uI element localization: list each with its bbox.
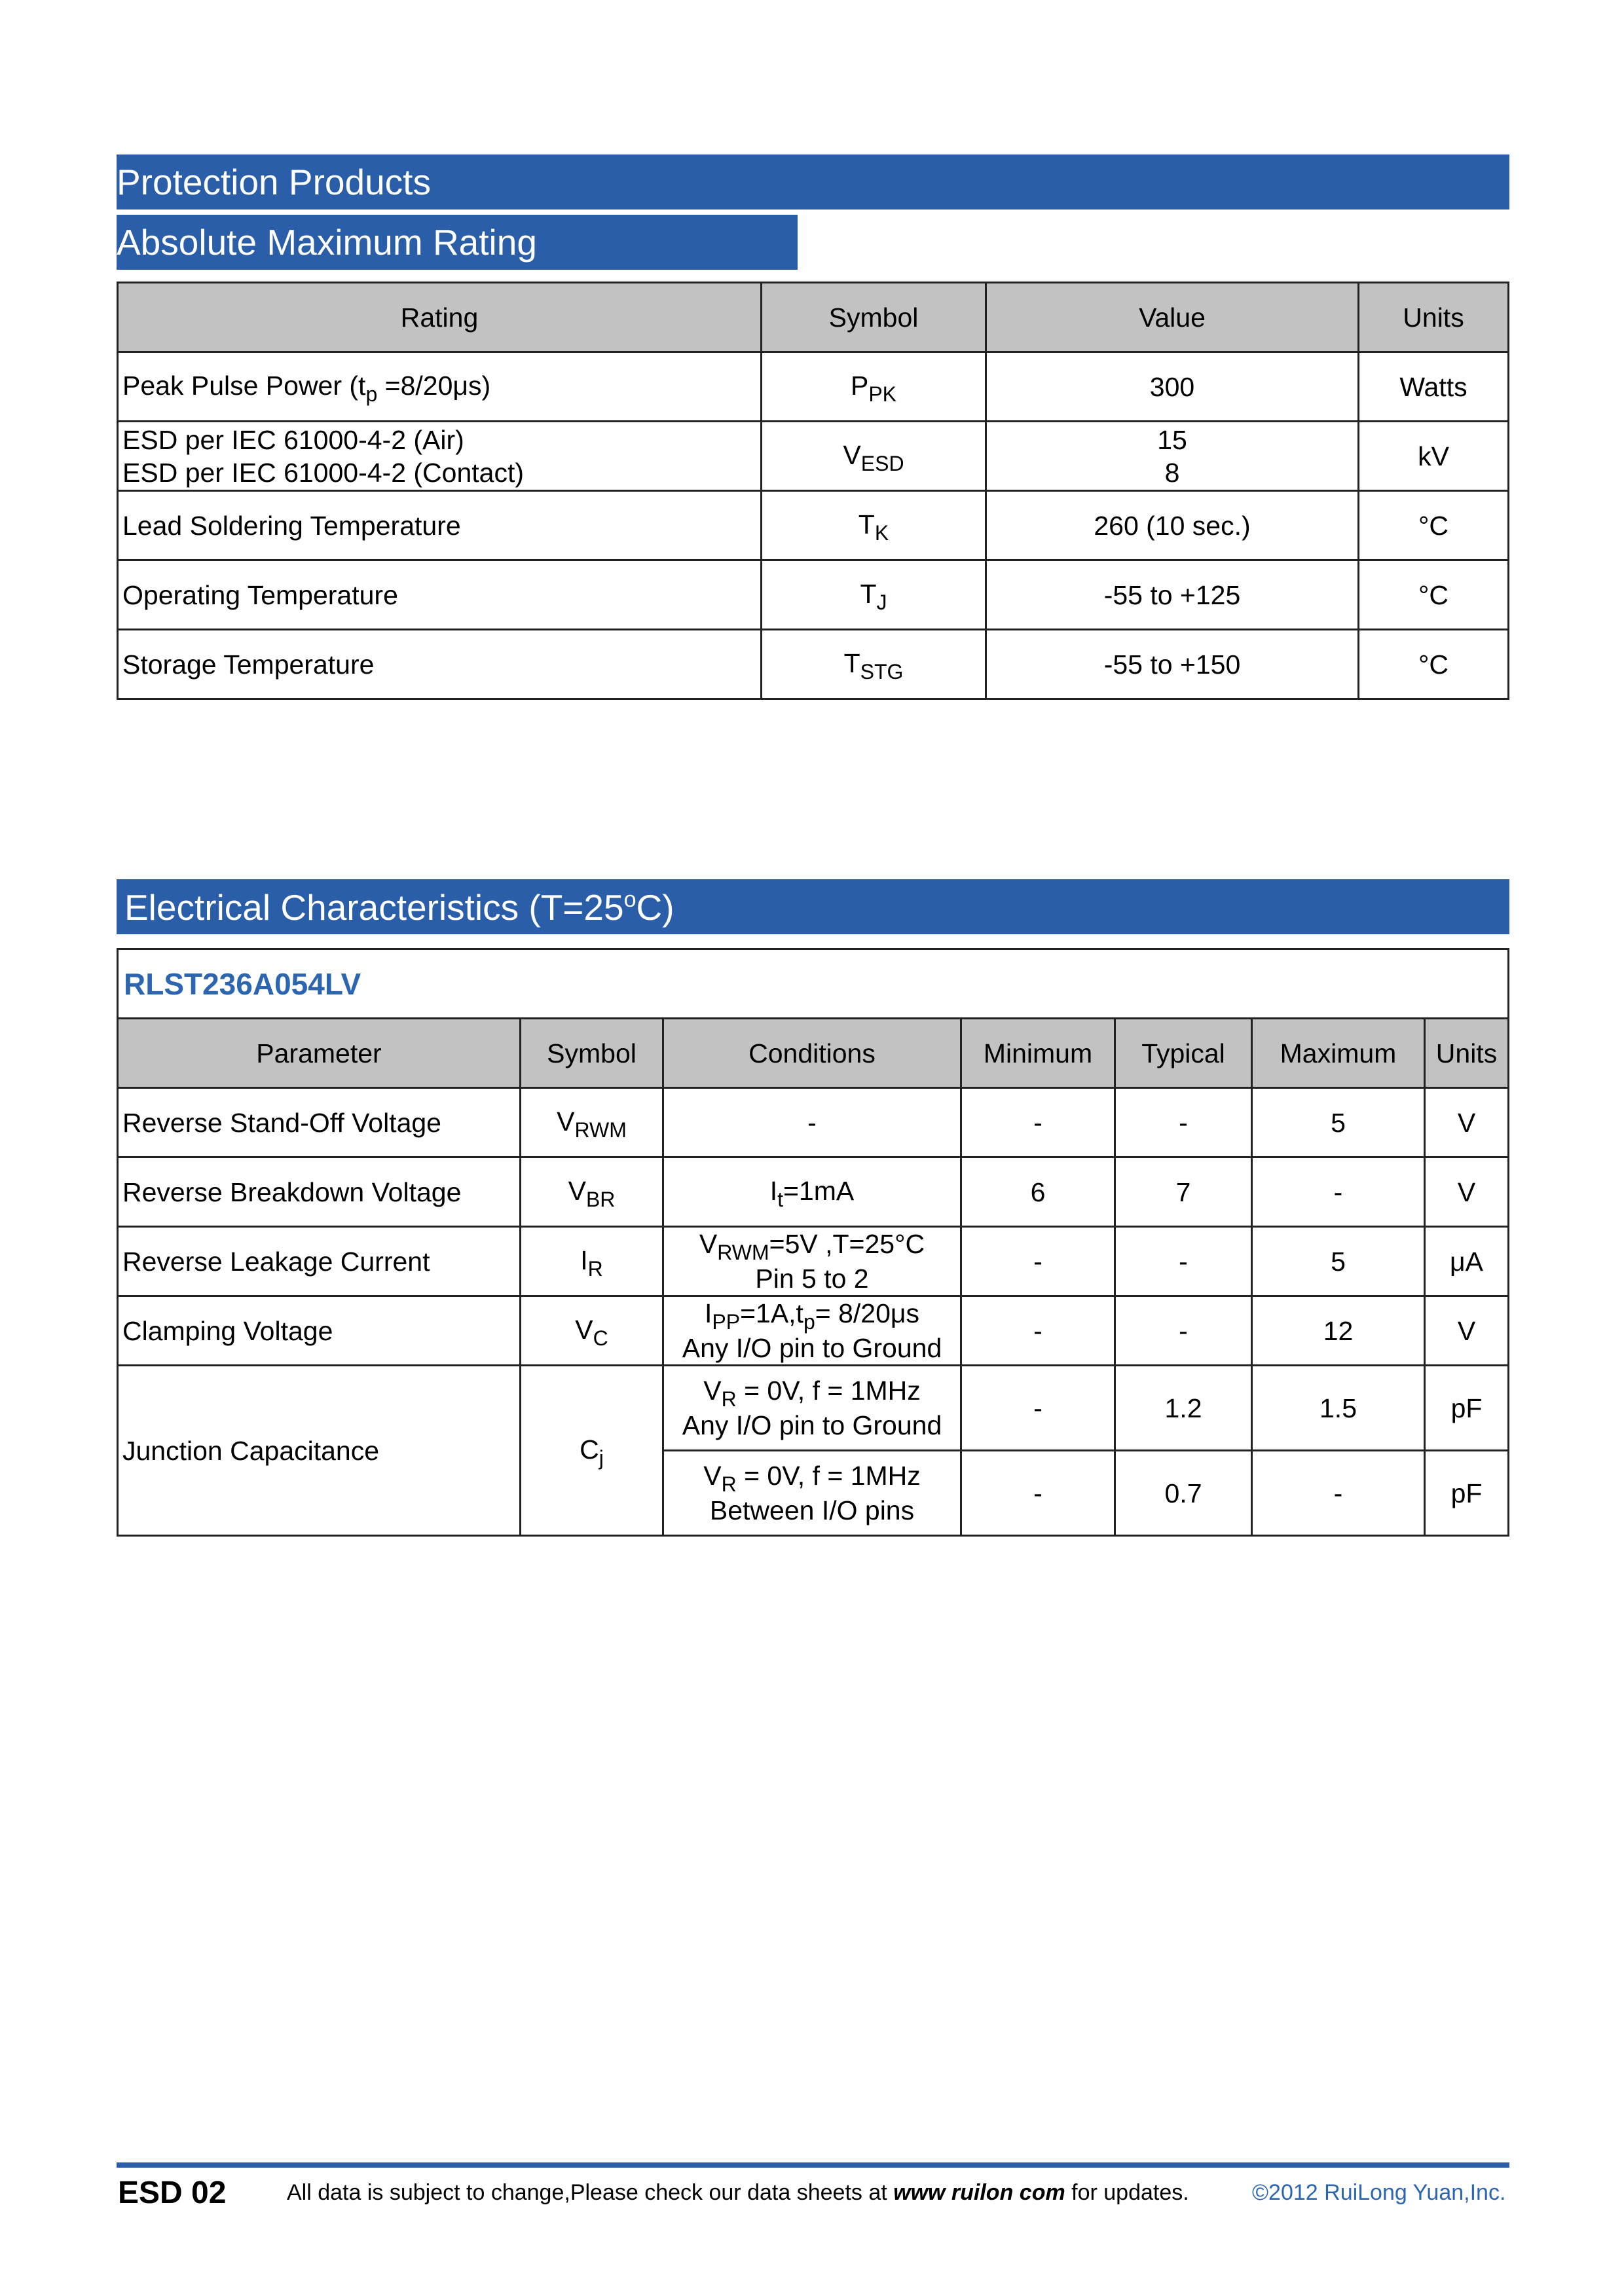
parameter-cell: Junction Capacitance xyxy=(118,1366,521,1536)
conditions-cell: $I_{PP}=1A,t_p= 8/20\mu s$ Any I/O pin to Ground xyxy=(663,1296,961,1366)
units-cell: pF xyxy=(1425,1366,1509,1451)
units-cell: V xyxy=(1425,1296,1509,1366)
table-row xyxy=(118,630,1509,699)
typical-cell: - xyxy=(1115,1227,1252,1296)
value-cell: 260 (10 sec.) xyxy=(986,491,1359,560)
table-row xyxy=(118,491,1509,560)
footer-note: All data is subject to change,Please check our data sheets at www ruilon com for updates. xyxy=(287,2180,1189,2205)
maximum-cell: 5 xyxy=(1252,1227,1425,1296)
rating-cell: Lead Soldering Temperature xyxy=(118,491,762,560)
minimum-cell: - xyxy=(961,1366,1115,1451)
col-header-minimum: Minimum xyxy=(961,1019,1115,1088)
rating-cell: Storage Temperature xyxy=(118,630,762,699)
symbol-cell: $I_R$ xyxy=(521,1227,663,1296)
conditions-cell: $I_t=1mA$ xyxy=(663,1157,961,1227)
part-number: RLST236A054LV xyxy=(118,949,1509,1019)
units-cell: kV xyxy=(1359,422,1509,491)
col-header-parameter: Parameter xyxy=(118,1019,521,1088)
col-header-conditions: Conditions xyxy=(663,1019,961,1088)
col-header-value: Value xyxy=(986,283,1359,352)
table-header-row xyxy=(118,1019,1509,1088)
maximum-cell: - xyxy=(1252,1157,1425,1227)
value-cell: -55 to +125 xyxy=(986,560,1359,630)
maximum-cell: 5 xyxy=(1252,1088,1425,1157)
minimum-cell: - xyxy=(961,1296,1115,1366)
table-row xyxy=(118,1157,1509,1227)
symbol-cell: $P_{PK}$ xyxy=(762,352,986,422)
symbol-cell: $V_{RWM}$ xyxy=(521,1088,663,1157)
units-cell: V xyxy=(1425,1157,1509,1227)
symbol-cell: $V_{BR}$ xyxy=(521,1157,663,1227)
document-code: ESD 02 xyxy=(118,2176,227,2210)
symbol-cell: $T_J$ xyxy=(762,560,986,630)
symbol-cell: $T_K$ xyxy=(762,491,986,560)
minimum-cell: 6 xyxy=(961,1157,1115,1227)
conditions-cell: $V_R = 0V$, f = 1MHz Any I/O pin to Ground xyxy=(663,1366,961,1451)
typical-cell: - xyxy=(1115,1296,1252,1366)
parameter-cell: Reverse Stand-Off Voltage xyxy=(118,1088,521,1157)
table-row xyxy=(118,1088,1509,1157)
footer-url: www ruilon com xyxy=(893,2180,1065,2205)
rating-cell: ESD per IEC 61000-4-2 (Air) ESD per IEC 61000-4-2 (Contact) xyxy=(118,422,762,491)
minimum-cell: - xyxy=(961,1227,1115,1296)
conditions-cell: $V_{RWM}=5V$ ,T=25°C Pin 5 to 2 xyxy=(663,1227,961,1296)
maximum-cell: 1.5 xyxy=(1252,1366,1425,1451)
symbol-cell: $V_{ESD}$ xyxy=(762,422,986,491)
value-cell: 15 8 xyxy=(986,422,1359,491)
table-row xyxy=(118,1227,1509,1296)
units-cell: °C xyxy=(1359,560,1509,630)
electrical-title: Electrical Characteristics $(T=25^oC)$ xyxy=(124,886,674,928)
symbol-cell: $T_{STG}$ xyxy=(762,630,986,699)
typical-cell: 1.2 xyxy=(1115,1366,1252,1451)
col-header-symbol: Symbol xyxy=(521,1019,663,1088)
conditions-cell: $V_R = 0V$, f = 1MHz Between I/O pins xyxy=(663,1451,961,1536)
maximum-cell: 12 xyxy=(1252,1296,1425,1366)
minimum-cell: - xyxy=(961,1088,1115,1157)
table-row xyxy=(118,560,1509,630)
section-banner xyxy=(117,155,1509,210)
typical-cell: 0.7 xyxy=(1115,1451,1252,1536)
table-row xyxy=(118,422,1509,491)
absolute-maximum-table xyxy=(117,282,1509,700)
table-header-row xyxy=(118,283,1509,352)
parameter-cell: Clamping Voltage xyxy=(118,1296,521,1366)
abs-max-banner xyxy=(117,215,798,270)
table-row xyxy=(118,1296,1509,1366)
col-header-rating: Rating xyxy=(118,283,762,352)
table-row xyxy=(118,1366,1509,1451)
minimum-cell: - xyxy=(961,1451,1115,1536)
electrical-characteristics-table xyxy=(117,948,1509,1537)
section-title: Protection Products xyxy=(117,161,431,202)
parameter-cell: Reverse Leakage Current xyxy=(118,1227,521,1296)
conditions-cell: - xyxy=(663,1088,961,1157)
maximum-cell: - xyxy=(1252,1451,1425,1536)
units-cell: °C xyxy=(1359,491,1509,560)
units-cell: Watts xyxy=(1359,352,1509,422)
symbol-cell: $V_C$ xyxy=(521,1296,663,1366)
units-cell: °C xyxy=(1359,630,1509,699)
units-cell: μA xyxy=(1425,1227,1509,1296)
col-header-units: Units xyxy=(1359,283,1509,352)
col-header-typical: Typical xyxy=(1115,1019,1252,1088)
copyright: ©2012 RuiLong Yuan,Inc. xyxy=(1252,2180,1506,2205)
symbol-cell: $C_j$ xyxy=(521,1366,663,1536)
typical-cell: 7 xyxy=(1115,1157,1252,1227)
abs-max-title: Absolute Maximum Rating xyxy=(117,221,537,263)
col-header-symbol: Symbol xyxy=(762,283,986,352)
rating-cell: Peak Pulse Power $(t_p =8/20\mu s)$ xyxy=(118,352,762,422)
units-cell: V xyxy=(1425,1088,1509,1157)
footer-divider xyxy=(117,2162,1509,2168)
parameter-cell: Reverse Breakdown Voltage xyxy=(118,1157,521,1227)
rating-cell: Operating Temperature xyxy=(118,560,762,630)
units-cell: pF xyxy=(1425,1451,1509,1536)
col-header-maximum: Maximum xyxy=(1252,1019,1425,1088)
table-row xyxy=(118,352,1509,422)
typical-cell: - xyxy=(1115,1088,1252,1157)
value-cell: -55 to +150 xyxy=(986,630,1359,699)
value-cell: 300 xyxy=(986,352,1359,422)
part-number-row xyxy=(118,949,1509,1019)
col-header-units: Units xyxy=(1425,1019,1509,1088)
electrical-banner xyxy=(117,879,1509,934)
